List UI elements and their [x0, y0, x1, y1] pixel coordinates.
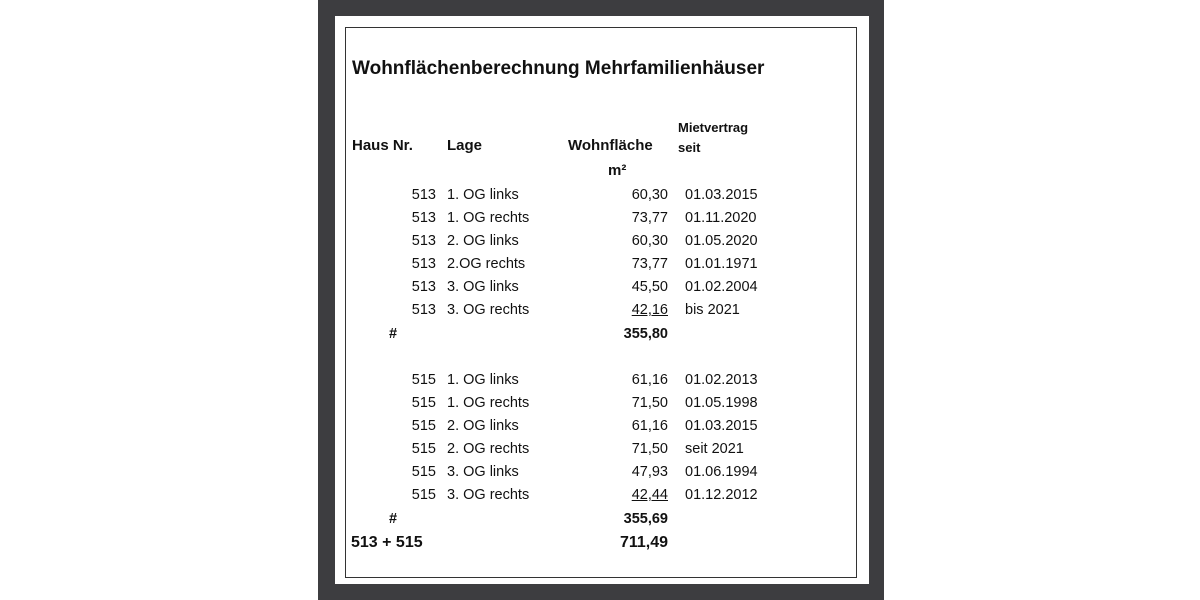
- cell-lage: 2. OG links: [447, 418, 519, 434]
- cell-haus-nr: 513: [411, 210, 436, 226]
- header-mietvertrag: Mietvertrag: [678, 120, 749, 135]
- cell-wohnflaeche: 45,50: [631, 279, 668, 295]
- cell-lage: 2. OG rechts: [447, 441, 530, 457]
- cell-mietvertrag: 01.06.1994: [685, 464, 758, 480]
- cell-wohnflaeche: 71,50: [631, 395, 668, 411]
- cell-lage: 1. OG links: [447, 372, 519, 388]
- table-row: [346, 184, 856, 207]
- cell-haus-nr: 515: [411, 395, 436, 411]
- sum-value: 355,80: [623, 326, 668, 342]
- table-row: [346, 484, 856, 507]
- cell-mietvertrag: seit 2021: [685, 441, 744, 457]
- cell-mietvertrag: 01.03.2015: [685, 187, 758, 203]
- cell-haus-nr: 515: [411, 418, 436, 434]
- cell-mietvertrag: 01.01.1971: [685, 256, 758, 272]
- cell-lage: 1. OG rechts: [447, 395, 530, 411]
- cell-lage: 3. OG rechts: [447, 487, 530, 503]
- cell-wohnflaeche: 61,16: [631, 372, 668, 388]
- cell-wohnflaeche: 71,50: [631, 441, 668, 457]
- cell-wohnflaeche: 73,77: [631, 210, 668, 226]
- cell-haus-nr: 513: [411, 279, 436, 295]
- cell-haus-nr: 515: [411, 441, 436, 457]
- cell-lage: 2.OG rechts: [447, 256, 526, 272]
- sum-label: #: [389, 326, 398, 342]
- cell-wohnflaeche: 42,16: [631, 302, 668, 318]
- table-row: [346, 299, 856, 322]
- header-einheit: m²: [608, 162, 627, 179]
- page-title: Wohnflächenberechnung Mehrfamilienhäuser: [352, 58, 765, 79]
- cell-haus-nr: 515: [411, 487, 436, 503]
- table-box: [345, 27, 857, 578]
- cell-wohnflaeche: 73,77: [631, 256, 668, 272]
- cell-lage: 1. OG rechts: [447, 210, 530, 226]
- header-haus-nr: Haus Nr.: [352, 137, 413, 154]
- table-row: [346, 438, 856, 461]
- sum-label: #: [389, 511, 398, 527]
- table-row: [346, 392, 856, 415]
- table-row: [346, 461, 856, 484]
- table-row: [346, 230, 856, 253]
- table-row: [346, 207, 856, 230]
- sum-row-515: [346, 508, 856, 531]
- cell-lage: 2. OG links: [447, 233, 519, 249]
- cell-lage: 3. OG links: [447, 279, 519, 295]
- header-wohnflaeche: Wohnfläche: [568, 137, 653, 154]
- grand-total-row: [346, 531, 856, 554]
- cell-mietvertrag: bis 2021: [685, 302, 740, 318]
- header-mietvertrag-seit: seit: [678, 140, 701, 155]
- cell-lage: 1. OG links: [447, 187, 519, 203]
- table-row: [346, 369, 856, 392]
- cell-mietvertrag: 01.02.2004: [685, 279, 758, 295]
- cell-wohnflaeche: 60,30: [631, 233, 668, 249]
- cell-mietvertrag: 01.12.2012: [685, 487, 758, 503]
- grand-total-value: 711,49: [619, 534, 668, 551]
- sum-row-513: [346, 323, 856, 346]
- sum-value: 355,69: [623, 511, 668, 527]
- cell-mietvertrag: 01.05.1998: [685, 395, 758, 411]
- cell-wohnflaeche: 60,30: [631, 187, 668, 203]
- cell-haus-nr: 515: [411, 464, 436, 480]
- table-row: [346, 415, 856, 438]
- cell-lage: 3. OG rechts: [447, 302, 530, 318]
- cell-mietvertrag: 01.05.2020: [685, 233, 758, 249]
- cell-wohnflaeche: 61,16: [631, 418, 668, 434]
- cell-haus-nr: 513: [411, 302, 436, 318]
- cell-mietvertrag: 01.02.2013: [685, 372, 758, 388]
- cell-lage: 3. OG links: [447, 464, 519, 480]
- cell-haus-nr: 513: [411, 187, 436, 203]
- grand-total-label: 513 + 515: [351, 534, 423, 551]
- table-row: [346, 253, 856, 276]
- cell-haus-nr: 515: [411, 372, 436, 388]
- header-lage: Lage: [447, 137, 483, 154]
- cell-haus-nr: 513: [411, 233, 436, 249]
- cell-mietvertrag: 01.11.2020: [685, 210, 757, 226]
- cell-wohnflaeche: 42,44: [631, 487, 668, 503]
- cell-wohnflaeche: 47,93: [631, 464, 668, 480]
- cell-mietvertrag: 01.03.2015: [685, 418, 758, 434]
- cell-haus-nr: 513: [411, 256, 436, 272]
- table-row: [346, 276, 856, 299]
